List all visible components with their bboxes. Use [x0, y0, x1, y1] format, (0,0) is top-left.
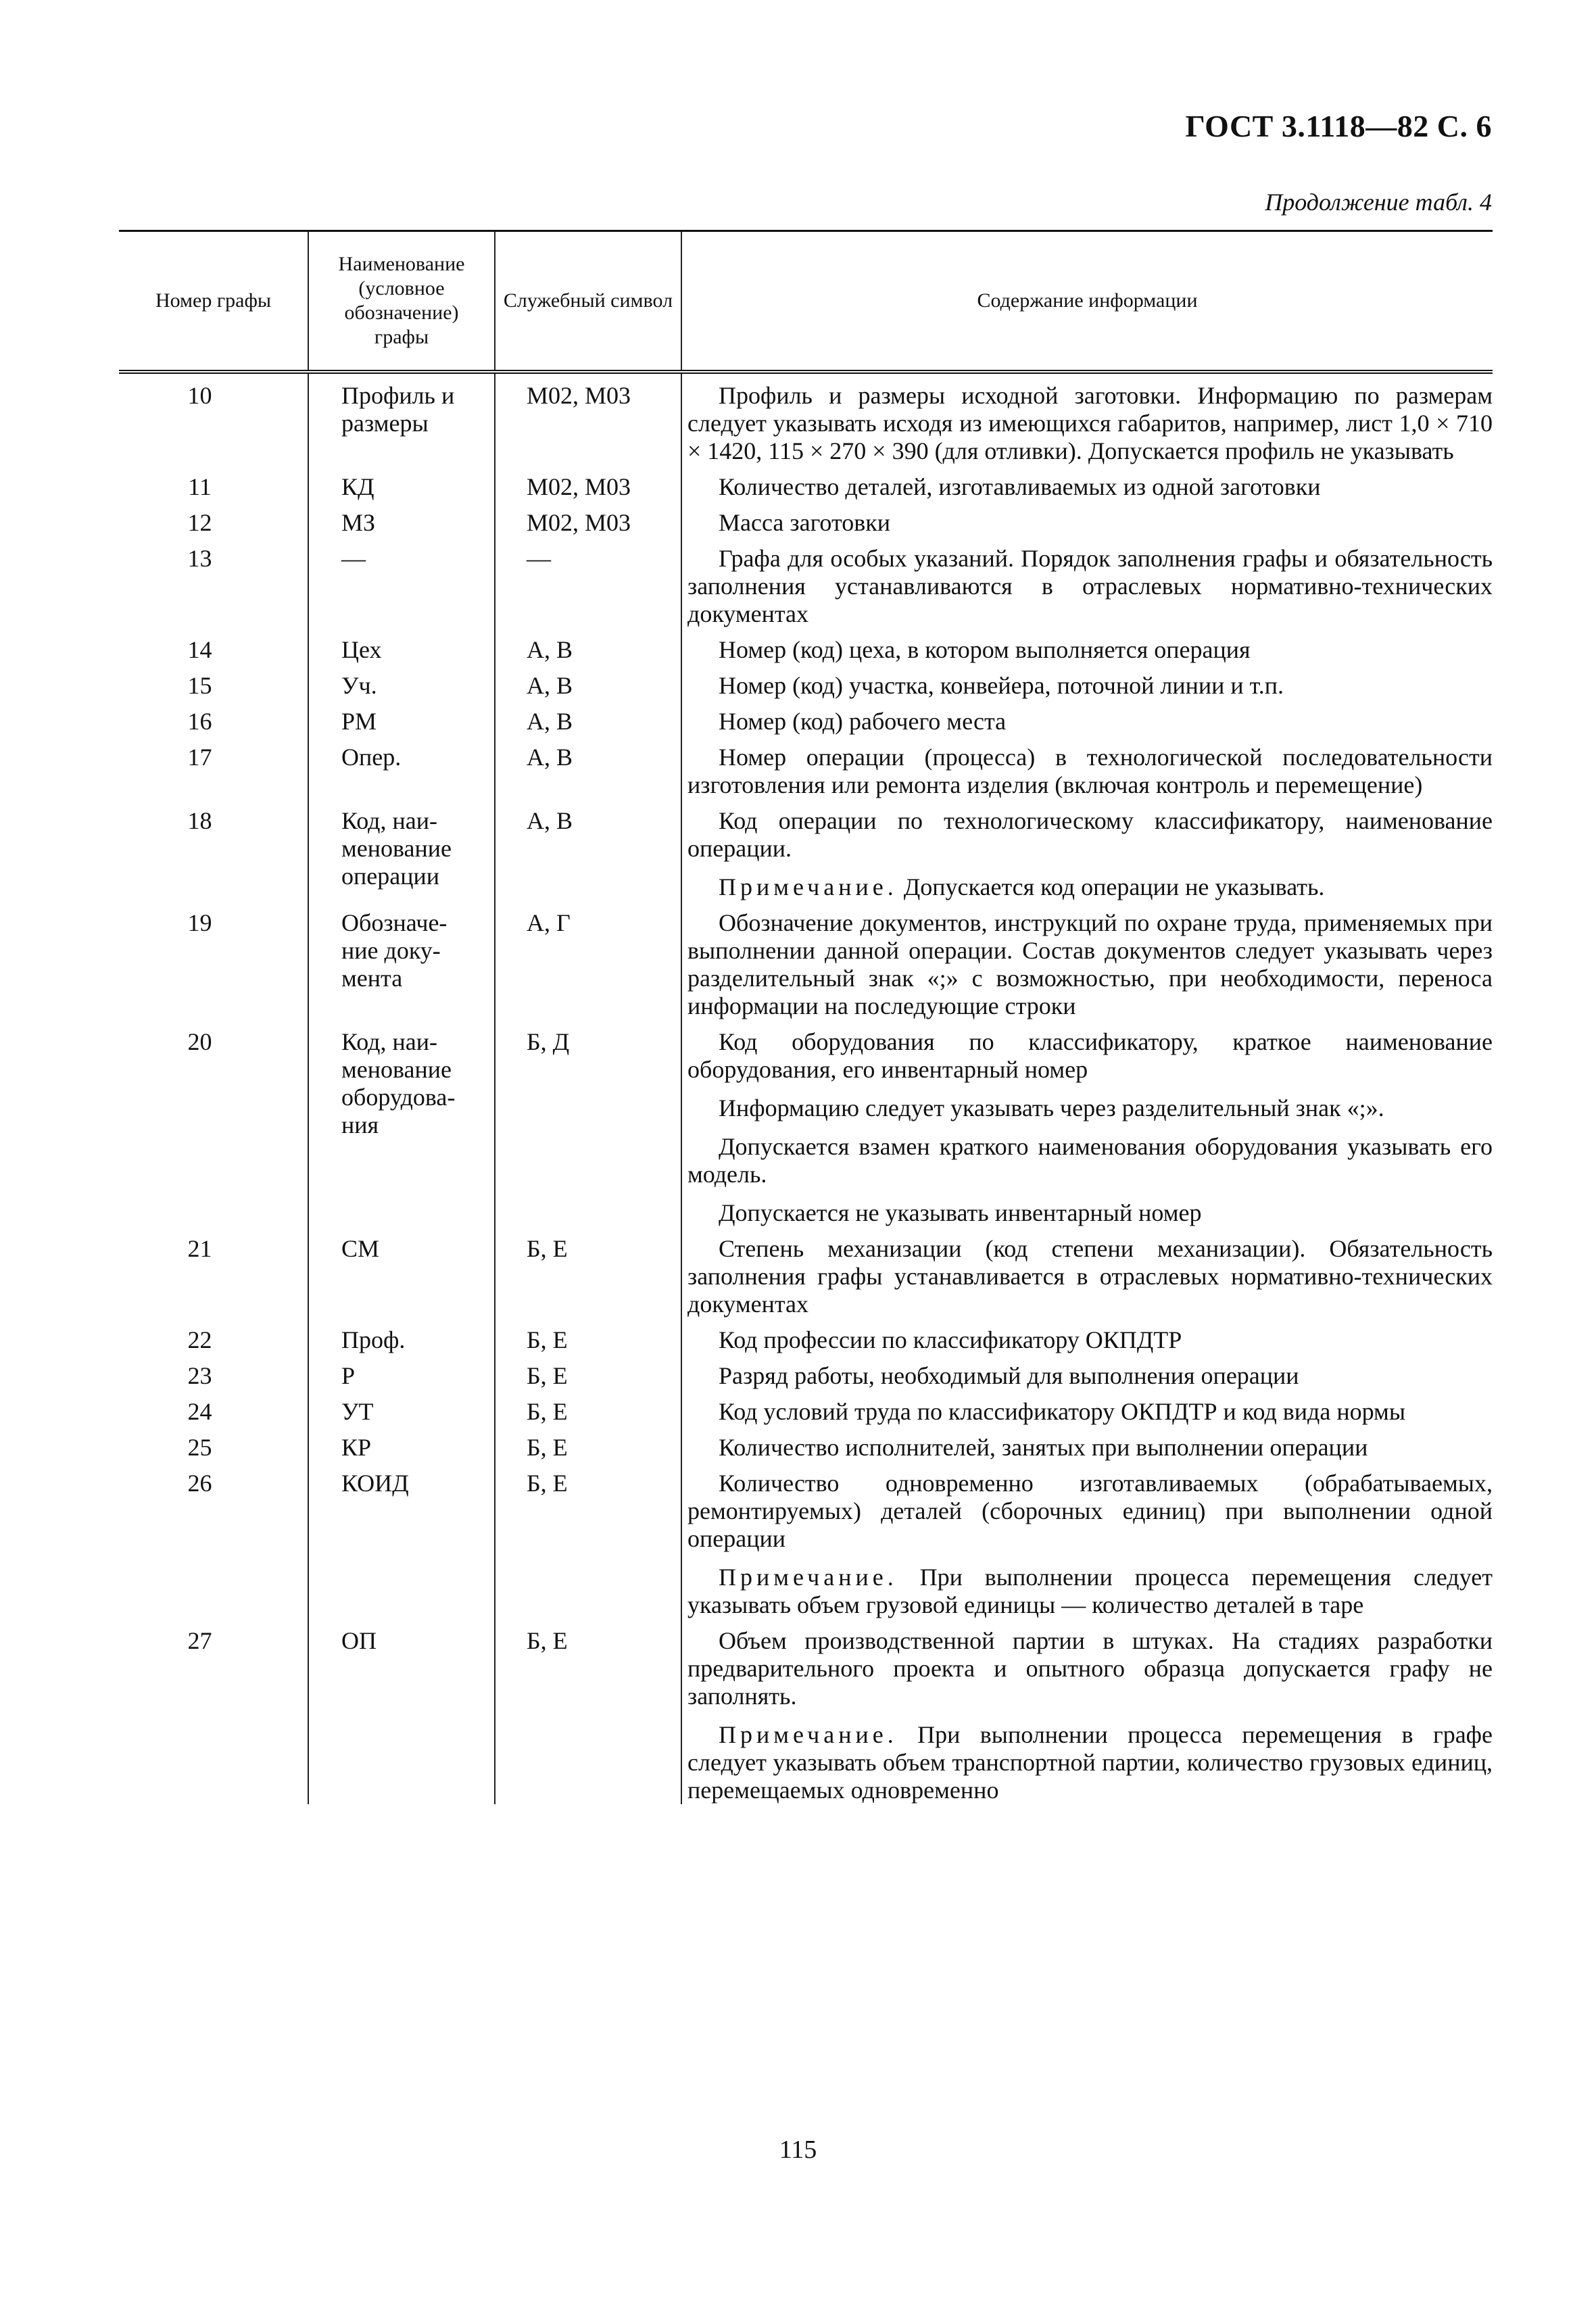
- column-name-line: МЗ: [341, 509, 376, 536]
- column-number-cell: 19: [187, 909, 212, 936]
- table-row: [119, 1426, 1493, 1462]
- table-container: [119, 230, 1493, 1804]
- content-cell: [681, 1390, 1493, 1426]
- content-cell: [681, 465, 1493, 501]
- table-row: [119, 735, 1493, 799]
- column-name-line: ние доку-: [341, 937, 441, 964]
- content-paragraph: Номер операции (процесса) в технологической последовательности изготовления или ремонта изделия (включая контроль и перемещение): [687, 744, 1493, 798]
- content-paragraph: Количество одновременно изготавливаемых (обрабатываемых, ремонтируемых) деталей (сборочных единиц) при выполнении одной операции: [687, 1470, 1493, 1552]
- service-symbol-cell: А, В: [495, 700, 681, 735]
- table-row: [119, 372, 1493, 465]
- column-number-cell: 27: [187, 1627, 212, 1654]
- content-cell: [681, 628, 1493, 664]
- column-name-cell: [308, 901, 495, 1020]
- content-cell: [681, 1227, 1493, 1318]
- table-row: [119, 1318, 1493, 1354]
- table-row: [119, 1354, 1493, 1390]
- column-name-line: —: [341, 545, 366, 572]
- column-name-line: Опер.: [341, 744, 402, 771]
- column-name-cell: [308, 799, 495, 901]
- table-row: [119, 628, 1493, 664]
- content-paragraph: Обозначение документов, инструкций по охране труда, применяемых при выполнении данной операции. Состав документов следует указывать через разделительный знак «;» с возможностью, при необходимости, переноса информации на последующие строки: [687, 909, 1493, 1019]
- column-number-cell: 11: [188, 473, 212, 500]
- column-name-line: Код, наи-: [341, 1028, 437, 1055]
- column-name-line: ния: [341, 1111, 379, 1138]
- column-header: Служебный символ: [495, 231, 681, 372]
- column-number-cell: 26: [187, 1470, 212, 1497]
- service-symbol-cell: Б, Е: [495, 1426, 681, 1462]
- column-number-cell: 17: [187, 744, 212, 771]
- content-cell: [681, 1354, 1493, 1390]
- column-name-cell: [308, 628, 495, 664]
- column-name-cell: [308, 501, 495, 537]
- note-label: Примечание.: [719, 1564, 898, 1591]
- content-paragraph: Код операции по технологическому классификатору, наименование операции.: [687, 807, 1493, 862]
- content-paragraph: Допускается не указывать инвентарный номер: [719, 1199, 1202, 1226]
- table-header: [119, 231, 1493, 372]
- content-paragraph: Графа для особых указаний. Порядок заполнения графы и обязательность заполнения устанавливаются в отраслевых нормативно-технических документах: [687, 545, 1493, 627]
- column-name-line: УТ: [341, 1398, 374, 1425]
- column-name-line: РМ: [341, 708, 377, 735]
- info-table: [119, 230, 1493, 1804]
- service-symbol-cell: М02, М03: [495, 372, 681, 465]
- service-symbol-cell: А, В: [495, 628, 681, 664]
- column-number-cell: 20: [187, 1028, 212, 1055]
- column-name-line: КР: [341, 1434, 372, 1461]
- note-label: Примечание.: [719, 873, 898, 900]
- column-number-cell: 18: [187, 807, 212, 834]
- column-name-line: оборудова-: [341, 1084, 456, 1111]
- service-symbol-cell: —: [495, 537, 681, 628]
- column-number-cell: 25: [187, 1434, 212, 1461]
- content-cell: [681, 901, 1493, 1020]
- content-paragraph: Степень механизации (код степени механизации). Обязательность заполнения графы устанавливается в отраслевых нормативно-технических документах: [687, 1235, 1493, 1318]
- service-symbol-cell: А, Г: [495, 901, 681, 1020]
- column-name-cell: [308, 537, 495, 628]
- service-symbol-cell: Б, Е: [495, 1619, 681, 1804]
- service-symbol-cell: Б, Е: [495, 1318, 681, 1354]
- column-name-line: размеры: [341, 410, 429, 437]
- service-symbol-cell: М02, М03: [495, 465, 681, 501]
- content-paragraph: Разряд работы, необходимый для выполнения операции: [719, 1362, 1299, 1389]
- column-name-cell: [308, 1318, 495, 1354]
- column-number-cell: 10: [187, 382, 212, 409]
- column-name-line: Обозначе-: [341, 909, 448, 936]
- column-name-line: Уч.: [341, 672, 377, 699]
- column-name-cell: [308, 1020, 495, 1227]
- content-paragraph: Код оборудования по классификатору, краткое наименование оборудования, его инвентарный номер: [687, 1028, 1493, 1083]
- content-paragraph: Объем производственной партии в штуках. На стадиях разработки предварительного проекта и опытного образца допускается графу не заполнять.: [687, 1627, 1493, 1710]
- service-symbol-cell: Б, Е: [495, 1354, 681, 1390]
- column-header: Наименование (условное обозначение) графы: [308, 231, 495, 372]
- column-name-cell: [308, 1354, 495, 1390]
- column-name-cell: [308, 1426, 495, 1462]
- content-paragraph: Информацию следует указывать через разделительный знак «;».: [719, 1094, 1384, 1121]
- content-cell: [681, 1426, 1493, 1462]
- content-paragraph: Количество деталей, изготавливаемых из одной заготовки: [719, 473, 1321, 500]
- column-name-cell: [308, 664, 495, 700]
- table-row: [119, 1020, 1493, 1227]
- column-number-cell: 15: [187, 672, 212, 699]
- column-name-line: ОП: [341, 1627, 377, 1654]
- column-name-cell: [308, 700, 495, 735]
- note-text: При выполнении процесса перемещения в графе следует указывать объем транспортной партии, количество грузовых единиц, перемещаемых одновременно: [687, 1721, 1493, 1804]
- column-name-line: Цех: [341, 636, 382, 663]
- table-continuation-label: Продолжение табл. 4: [1265, 189, 1492, 216]
- content-paragraph: Масса заготовки: [719, 509, 890, 536]
- content-cell: [681, 1462, 1493, 1619]
- service-symbol-cell: А, В: [495, 735, 681, 799]
- content-paragraph: Допускается взамен краткого наименования оборудования указывать его модель.: [687, 1133, 1493, 1188]
- column-name-line: КОИД: [341, 1470, 409, 1497]
- table-row: [119, 501, 1493, 537]
- column-name-line: менование: [341, 1056, 452, 1083]
- column-name-line: Р: [341, 1362, 356, 1389]
- note-paragraph: [687, 1721, 1493, 1804]
- column-number-cell: 23: [187, 1362, 212, 1389]
- column-number-cell: 16: [187, 708, 212, 735]
- column-number-cell: 24: [187, 1398, 212, 1425]
- note-paragraph: [687, 1564, 1493, 1619]
- column-number-cell: 14: [187, 636, 212, 663]
- column-number-cell: 21: [187, 1235, 212, 1262]
- content-paragraph: Номер (код) участка, конвейера, поточной линии и т.п.: [719, 672, 1284, 699]
- service-symbol-cell: Б, Д: [495, 1020, 681, 1227]
- note-text: Допускается код операции не указывать.: [897, 873, 1325, 900]
- content-cell: [681, 735, 1493, 799]
- document-header: ГОСТ 3.1118—82 С. 6: [1185, 109, 1492, 143]
- content-paragraph: Код профессии по классификатору ОКПДТР: [719, 1326, 1182, 1353]
- content-cell: [681, 1318, 1493, 1354]
- table-row: [119, 901, 1493, 1020]
- column-name-line: операции: [341, 863, 440, 890]
- content-cell: [681, 664, 1493, 700]
- column-name-cell: [308, 1462, 495, 1619]
- column-name-line: Профиль и: [341, 382, 455, 409]
- service-symbol-cell: М02, М03: [495, 501, 681, 537]
- service-symbol-cell: А, В: [495, 664, 681, 700]
- table-row: [119, 465, 1493, 501]
- column-name-cell: [308, 735, 495, 799]
- content-cell: [681, 799, 1493, 901]
- service-symbol-cell: Б, Е: [495, 1227, 681, 1318]
- content-cell: [681, 700, 1493, 735]
- table-row: [119, 537, 1493, 628]
- page-number: 115: [779, 2136, 817, 2164]
- content-cell: [681, 372, 1493, 465]
- column-name-line: КД: [341, 473, 374, 500]
- column-header: Номер графы: [119, 231, 308, 372]
- column-header: Содержание информации: [681, 231, 1493, 372]
- table-row: [119, 1462, 1493, 1619]
- note-paragraph: [687, 873, 1493, 901]
- column-name-cell: [308, 1619, 495, 1804]
- content-cell: [681, 537, 1493, 628]
- column-name-cell: [308, 1227, 495, 1318]
- service-symbol-cell: А, В: [495, 799, 681, 901]
- table-row: [119, 799, 1493, 901]
- column-number-cell: 12: [187, 509, 212, 536]
- service-symbol-cell: Б, Е: [495, 1462, 681, 1619]
- note-text: При выполнении процесса перемещения следует указывать объем грузовой единицы — количество деталей в таре: [687, 1564, 1493, 1618]
- table-row: [119, 1390, 1493, 1426]
- content-cell: [681, 501, 1493, 537]
- table-row: [119, 1619, 1493, 1804]
- note-label: Примечание.: [719, 1721, 898, 1748]
- column-number-cell: 22: [187, 1326, 212, 1353]
- content-cell: [681, 1619, 1493, 1804]
- column-name-line: мента: [341, 965, 403, 992]
- column-name-line: СМ: [341, 1235, 380, 1262]
- column-name-line: Проф.: [341, 1326, 406, 1353]
- content-paragraph: Код условий труда по классификатору ОКПДТР и код вида нормы: [719, 1398, 1406, 1425]
- content-paragraph: Количество исполнителей, занятых при выполнении операции: [719, 1434, 1368, 1461]
- table-row: [119, 1227, 1493, 1318]
- column-number-cell: 13: [187, 545, 212, 572]
- content-cell: [681, 1020, 1493, 1227]
- table-row: [119, 700, 1493, 735]
- column-name-line: менование: [341, 835, 452, 862]
- column-name-cell: [308, 1390, 495, 1426]
- column-name-cell: [308, 372, 495, 465]
- service-symbol-cell: Б, Е: [495, 1390, 681, 1426]
- content-paragraph: Номер (код) цеха, в котором выполняется операция: [719, 636, 1251, 663]
- content-paragraph: Номер (код) рабочего места: [719, 708, 1007, 735]
- content-paragraph: Профиль и размеры исходной заготовки. Информацию по размерам следует указывать исходя из имеющихся габаритов, например, лист 1,0 × 710 × 1420, 115 × 270 × 390 (для отливки). Допускается профиль не указывать: [687, 382, 1493, 464]
- column-name-cell: [308, 465, 495, 501]
- table-body: [119, 372, 1493, 1804]
- column-name-line: Код, наи-: [341, 807, 437, 834]
- table-row: [119, 664, 1493, 700]
